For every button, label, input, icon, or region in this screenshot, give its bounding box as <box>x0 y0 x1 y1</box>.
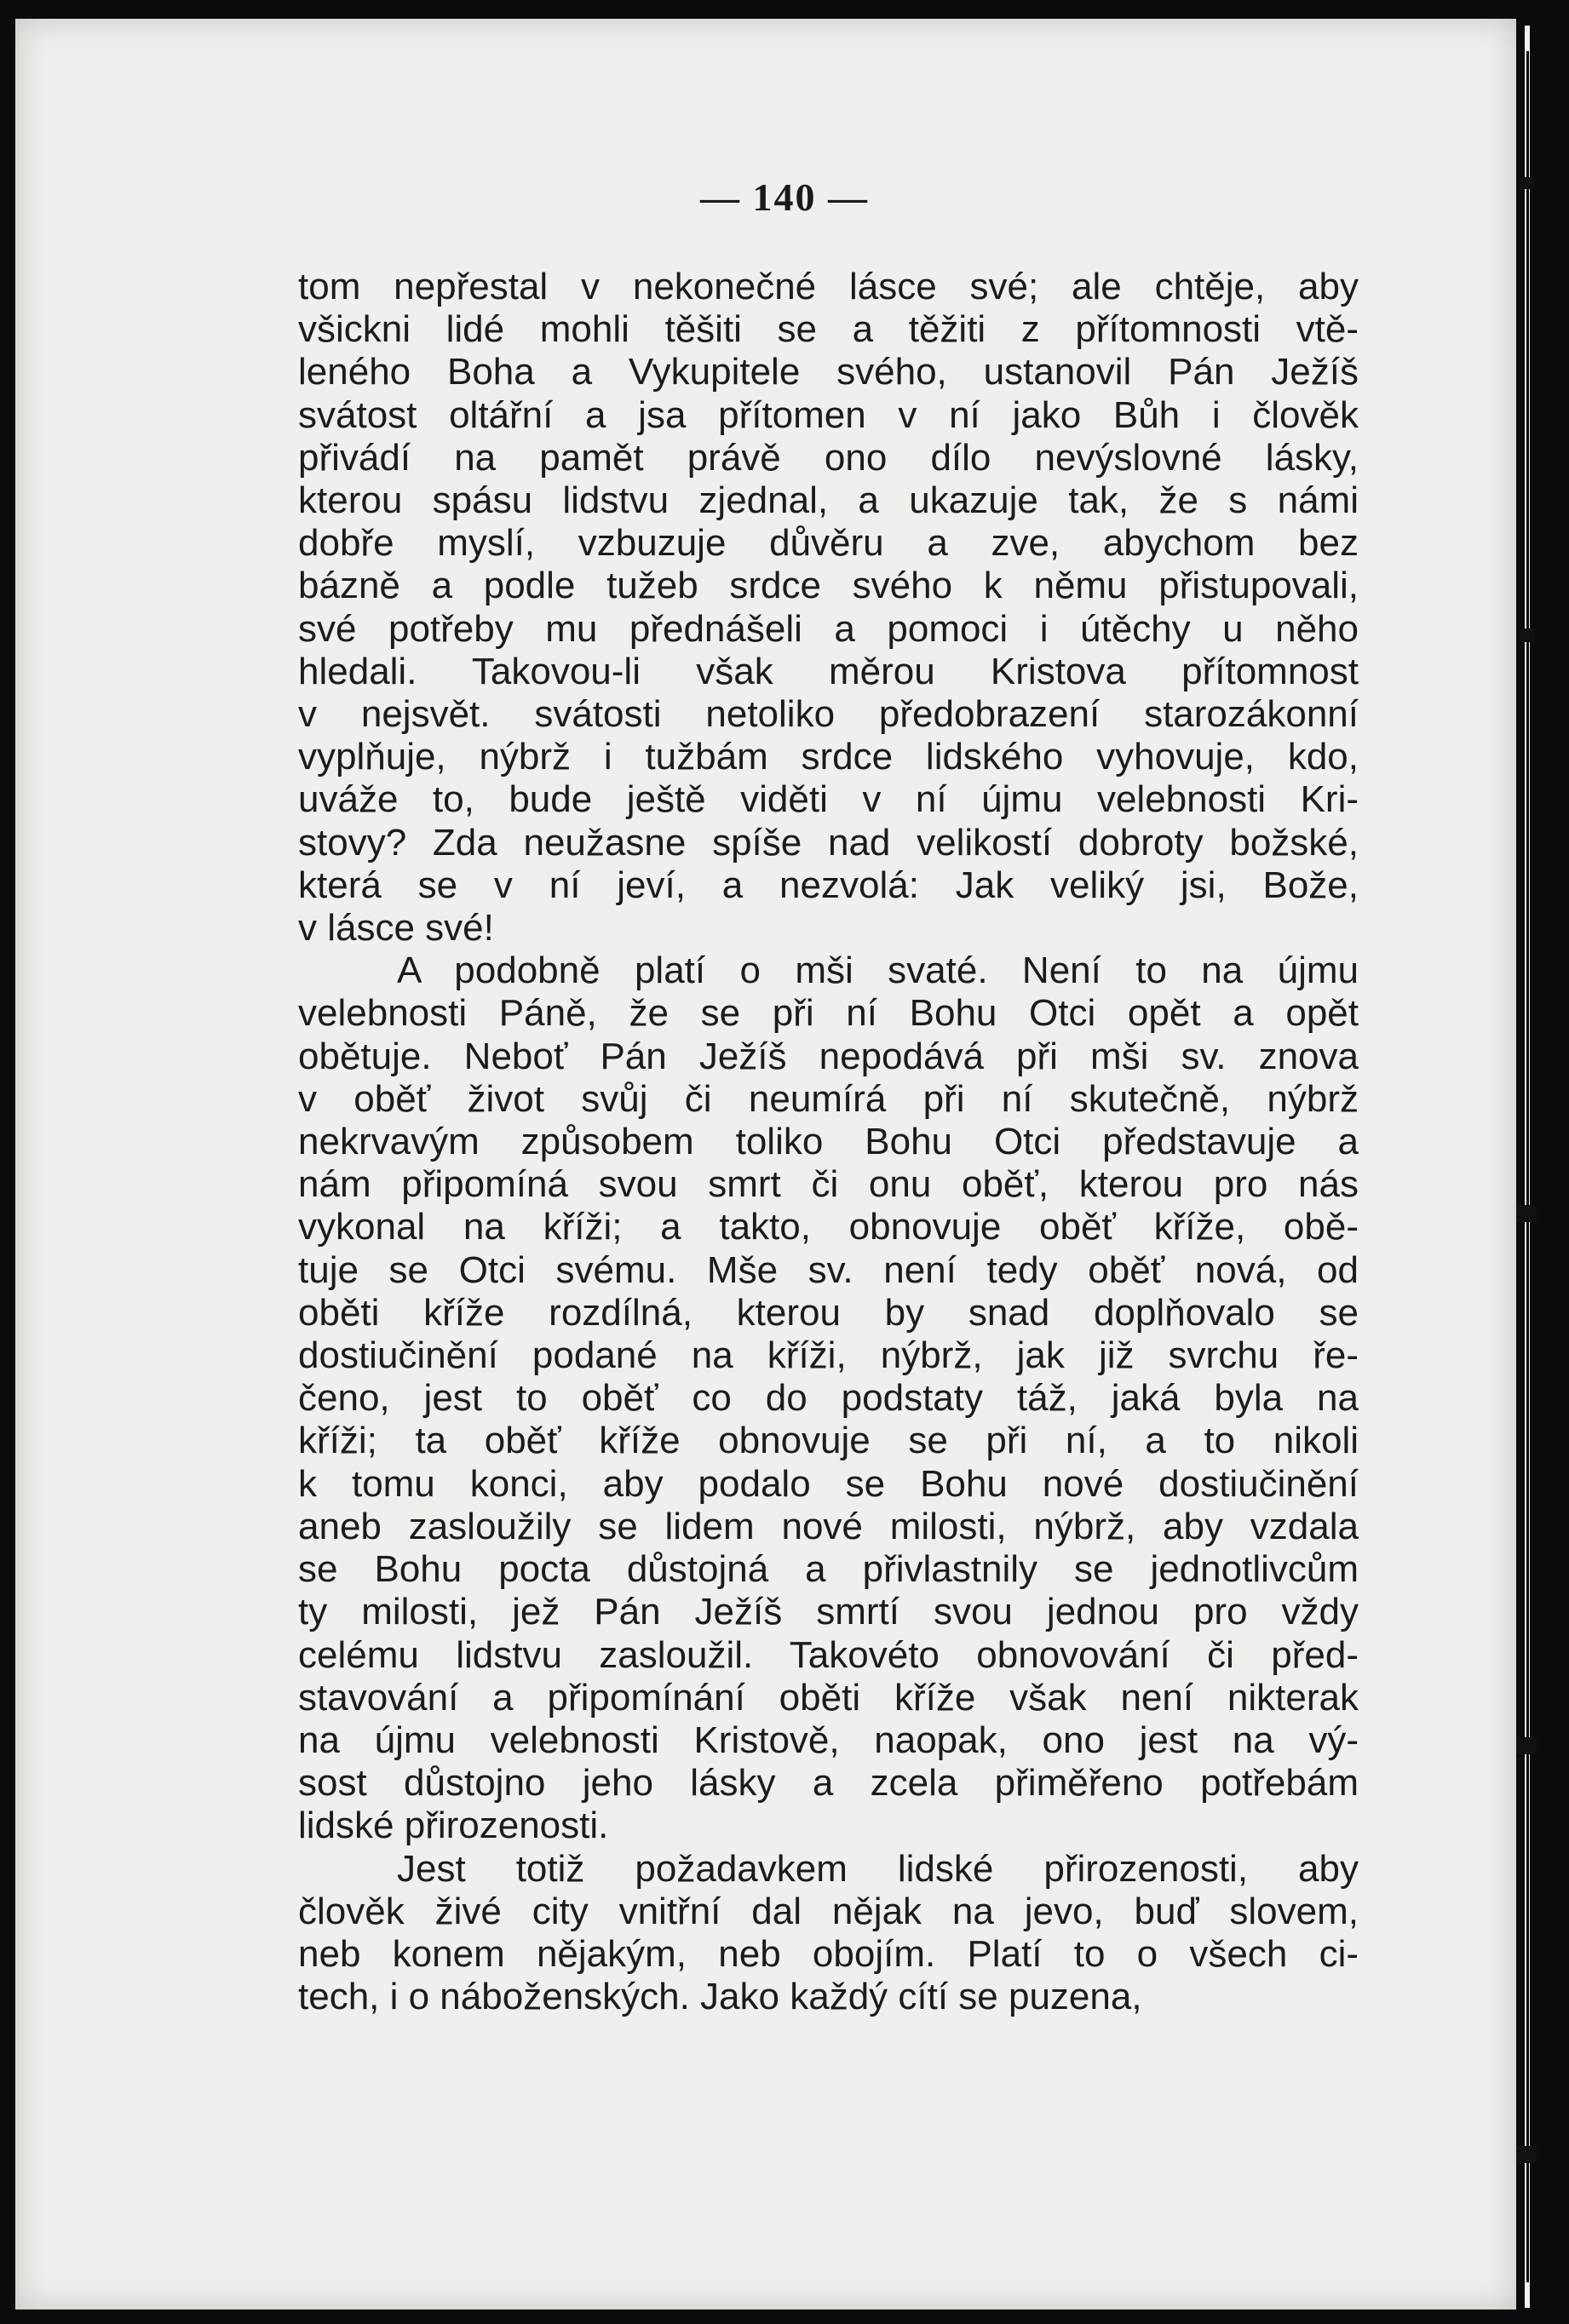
text-line: nám připomíná svou smrt či onu oběť, kterou pro nás <box>298 1163 1359 1206</box>
text-line: dobře myslí, vzbuzuje důvěru a zve, abychom bez <box>298 522 1359 565</box>
text-line: leného Boha a Vykupitele svého, ustanovil Pán Ježíš <box>298 351 1359 393</box>
text-line: vykonal na kříži; a takto, obnovuje oběť kříže, obě- <box>298 1206 1359 1248</box>
text-line: se Bohu pocta důstojná a přivlastnily se jednotlivcům <box>298 1548 1359 1591</box>
paragraph <box>298 950 1359 1847</box>
binding-mark <box>1516 1737 1537 1754</box>
page-number: — 140 — <box>700 175 869 219</box>
binding-mark <box>1516 2146 1537 2163</box>
paragraphs <box>298 266 1359 2018</box>
text-line: lidské přirozenosti. <box>298 1805 609 1847</box>
text-line: oběti kříže rozdílná, kterou by snad doplňovalo se <box>298 1291 1359 1334</box>
text-line: k tomu konci, aby podalo se Bohu nové dostiučinění <box>298 1462 1359 1505</box>
paragraph <box>298 266 1359 950</box>
text-line: vyplňuje, nýbrž i tužbám srdce lidského vyhovuje, kdo, <box>298 736 1359 778</box>
text-line: velebnosti Páně, že se při ní Bohu Otci opět a opět <box>298 992 1359 1035</box>
text-line: tuje se Otci svému. Mše sv. není tedy oběť nová, od <box>298 1248 1359 1291</box>
text-line: na újmu velebnosti Kristově, naopak, ono jest na vý- <box>298 1719 1359 1761</box>
text-line: člověk živé city vnitřní dal nějak na jevo, buď slovem, <box>298 1890 1359 1932</box>
text-line: uváže to, bude ještě viděti v ní újmu velebnosti Kri- <box>298 778 1359 821</box>
text-line: všickni lidé mohli těšiti se a těžiti z přítomnosti vtě- <box>298 308 1359 351</box>
text-line: hledali. Takovou-li však měrou Kristova přítomnost <box>298 650 1359 692</box>
text-line: čeno, jest to oběť co do podstaty táž, jaká byla na <box>298 1377 1359 1420</box>
text-line: ty milosti, jež Pán Ježíš smrtí svou jednou pro vždy <box>298 1591 1359 1633</box>
binding-mark <box>1516 1205 1537 1222</box>
paragraph <box>298 1848 1359 2019</box>
text-line: Jest totiž požadavkem lidské přirozenosti, aby <box>397 1847 1359 1890</box>
text-line: která se v ní jeví, a nezvolá: Jak veliký jsi, Bože, <box>298 864 1359 906</box>
text-line: sost důstojno jeho lásky a zcela přiměřeno potřebám <box>298 1762 1359 1805</box>
text-line: aneb zasloužily se lidem nové milosti, nýbrž, aby vzdala <box>298 1505 1359 1547</box>
text-line: tech, i o náboženských. Jako každý cítí se puzena, <box>298 1976 1142 2018</box>
text-line: v nejsvět. svátosti netoliko předobrazení starozákonní <box>298 693 1359 736</box>
text-line: kterou spásu lidstvu zjednal, a ukazuje tak, že s námi <box>298 479 1359 522</box>
text-line: své potřeby mu přednášeli a pomoci i útěchy u něho <box>298 607 1359 650</box>
binding-mark <box>1520 628 1535 642</box>
text-line: dostiučinění podané na kříži, nýbrž, jak již svrchu ře- <box>298 1334 1359 1377</box>
text-line: nekrvavým způsobem toliko Bohu Otci představuje a <box>298 1121 1359 1163</box>
text-line: kříži; ta oběť kříže obnovuje se při ní, a to nikoli <box>298 1420 1359 1462</box>
text-line: tom nepřestal v nekonečné lásce své; ale chtěje, aby <box>298 266 1359 307</box>
text-line: stavování a připomínání oběti kříže však není nikterak <box>298 1676 1359 1719</box>
text-line: A podobně platí o mši svaté. Není to na újmu <box>397 950 1359 992</box>
text-line: bázně a podle tužeb srdce svého k němu přistupovali, <box>298 565 1359 607</box>
text-line: neb konem nějakým, neb obojím. Platí to o všech ci- <box>298 1932 1359 1975</box>
text-line: v oběť život svůj či neumírá při ní skutečně, nýbrž <box>298 1077 1359 1120</box>
text-line: obětuje. Neboť Pán Ježíš nepodává při mši sv. znova <box>298 1035 1359 1077</box>
text-line: v lásce své! <box>298 907 494 950</box>
text-line: stovy? Zda neužasne spíše nad velikostí dobroty božské, <box>298 821 1359 864</box>
text-line: celému lidstvu zasloužil. Takovéto obnovování či před- <box>298 1633 1359 1676</box>
text-line: přivádí na pamět právě ono dílo nevýslovné lásky, <box>298 436 1359 479</box>
text-line: svátost oltářní a jsa přítomen v ní jako Bůh i člověk <box>298 393 1359 436</box>
body-text <box>298 266 1359 2018</box>
binding-line <box>1526 51 1529 2282</box>
